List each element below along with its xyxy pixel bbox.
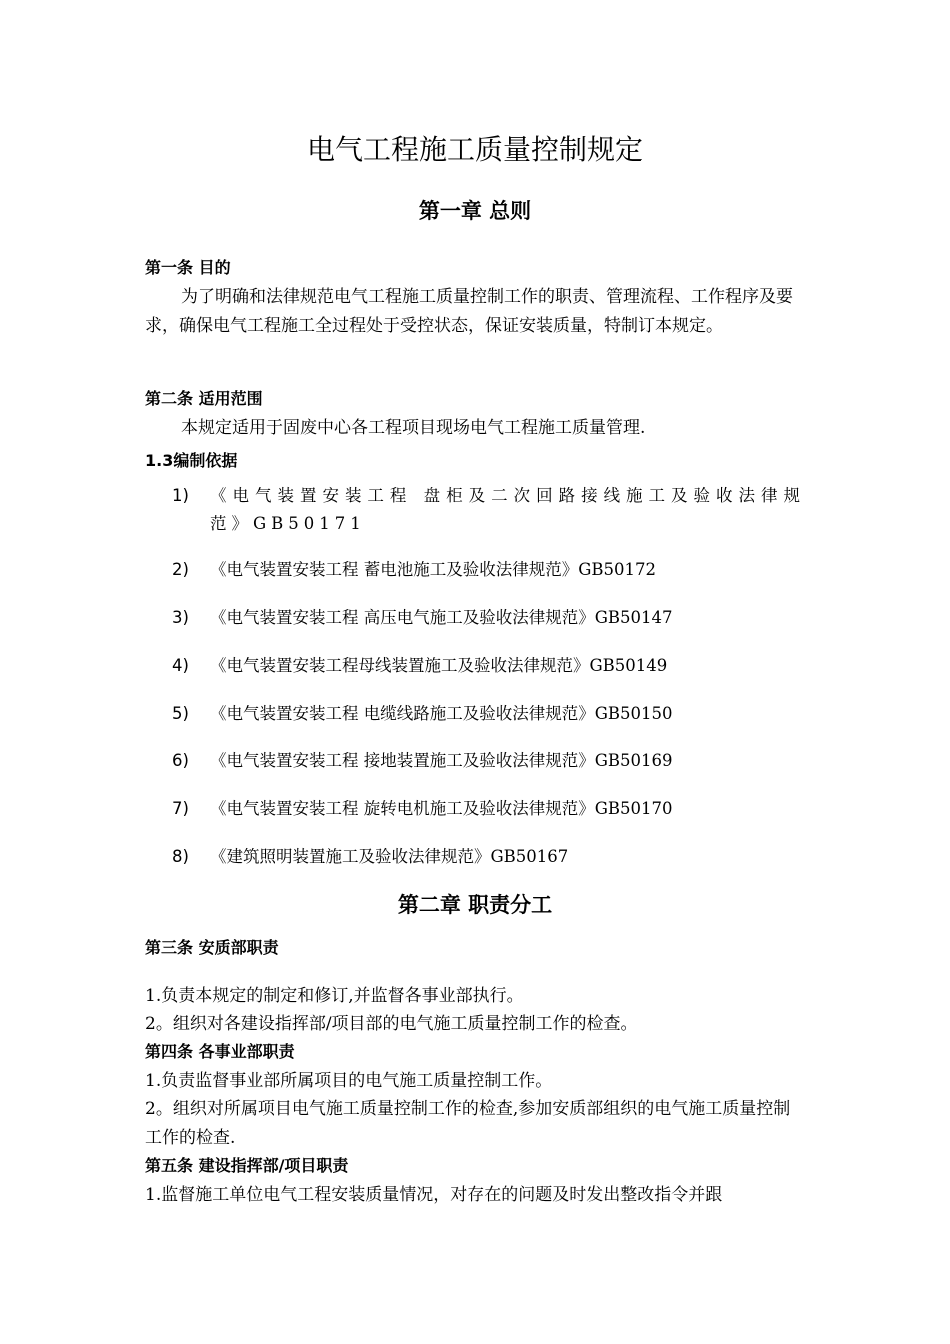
list-item-number: 4)	[172, 656, 189, 675]
list-item-number: 1)	[172, 486, 189, 505]
list-item-number: 8)	[172, 847, 189, 866]
chapter-1-title: 第一章 总则	[418, 198, 532, 223]
chapter-2-title: 第二章 职责分工	[397, 892, 553, 917]
list-item-text: 《电气装置安装工程 蓄电池施工及验收法律规范》GB50172	[210, 560, 657, 579]
article-3-line-1: 1.负责本规定的制定和修订,并监督各事业部执行。	[145, 986, 524, 1006]
list-item-text: 《电气装置安装工程 高压电气施工及验收法律规范》GB50147	[210, 608, 673, 627]
article-3-line-2: 2。组织对各建设指挥部/项目部的电气施工质量控制工作的检查。	[145, 1014, 638, 1034]
document-title: 电气工程施工质量控制规定	[306, 133, 643, 166]
article-1-body: 为了明确和法律规范电气工程施工质量控制工作的职责、管理流程、工作程序及要求，确保电气工程施工全过程处于受控状态，保证安装质量，特制订本规定。	[145, 287, 793, 336]
article-4-line-2: 2。组织对所属项目电气施工质量控制工作的检查,参加安质部组织的电气施工质量控制工作的检查.	[145, 1099, 791, 1148]
article-5-heading: 第五条 建设指挥部/项目职责	[145, 1156, 349, 1175]
list-item-number: 6)	[172, 751, 189, 770]
article-4-line-1: 1.负责监督事业部所属项目的电气施工质量控制工作。	[145, 1071, 553, 1091]
article-4-heading: 第四条 各事业部职责	[145, 1042, 295, 1061]
list-item-text: 《电气装置安装工程 电缆线路施工及验收法律规范》GB50150	[210, 704, 673, 723]
article-2-heading: 第二条 适用范围	[145, 389, 263, 408]
list-item-number: 3)	[172, 608, 189, 627]
article-5-line-1: 1.监督施工单位电气工程安装质量情况，对存在的问题及时发出整改指令并跟	[145, 1185, 723, 1205]
article-2-body: 本规定适用于固废中心各工程项目现场电气工程施工质量管理.	[181, 418, 646, 438]
list-item-text: 《建筑照明装置施工及验收法律规范》GB50167	[210, 847, 569, 866]
list-item-text: 《电气装置安装工程 盘柜及二次回路接线施工及验收法律规范》GB50171	[210, 486, 805, 533]
list-item-text: 《电气装置安装工程 旋转电机施工及验收法律规范》GB50170	[210, 799, 673, 818]
article-3-heading: 第三条 安质部职责	[145, 938, 279, 957]
basis-heading: 1.3编制依据	[145, 451, 238, 470]
list-item-text: 《电气装置安装工程母线装置施工及验收法律规范》GB50149	[210, 656, 668, 675]
list-item-number: 2)	[172, 560, 189, 579]
list-item-number: 5)	[172, 704, 189, 723]
article-1-heading: 第一条 目的	[145, 258, 231, 277]
list-item-number: 7)	[172, 799, 189, 818]
list-item-text: 《电气装置安装工程 接地装置施工及验收法律规范》GB50169	[210, 751, 673, 770]
